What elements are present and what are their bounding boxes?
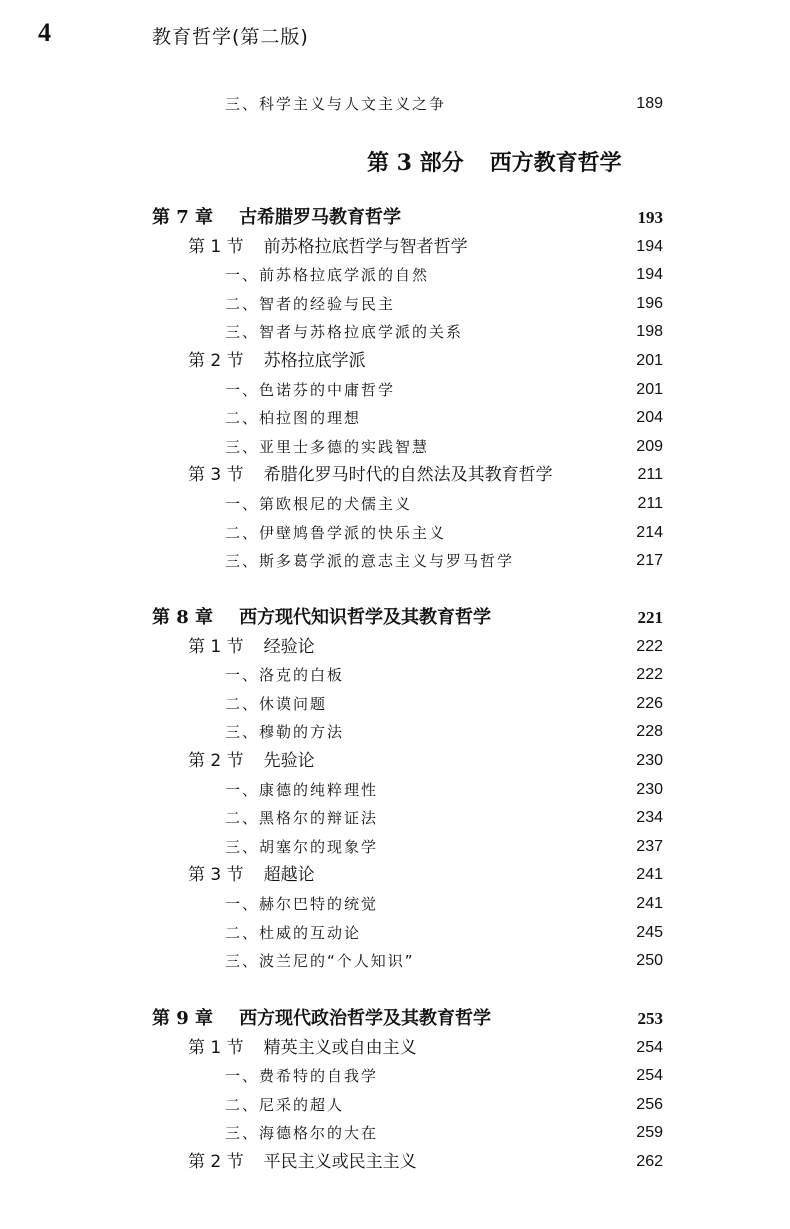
toc-item-page: 204	[636, 409, 663, 427]
toc-section-page: 211	[637, 466, 663, 484]
toc-item-text: 二、柏拉图的理想	[225, 409, 362, 428]
section-title: 精英主义或自由主义	[263, 1037, 417, 1058]
toc-item-page: 245	[636, 923, 663, 941]
toc-item-text: 一、康德的纯粹理性	[225, 780, 379, 799]
toc-section-page: 254	[636, 1038, 663, 1056]
toc-section[interactable]	[188, 748, 663, 774]
toc-section-page: 222	[636, 637, 663, 655]
toc-item[interactable]	[225, 377, 663, 403]
toc-item[interactable]	[225, 662, 663, 688]
section-number: 第 2 节	[188, 751, 244, 771]
toc-item-text: 三、海德格尔的大在	[225, 1124, 379, 1143]
toc-item-page: 250	[636, 952, 663, 970]
toc-chapter[interactable]	[152, 1006, 663, 1032]
toc-item[interactable]	[225, 319, 663, 345]
chapter-number: 第 7 章	[152, 207, 214, 228]
section-number: 第 1 节	[188, 236, 244, 257]
toc-section[interactable]	[188, 634, 663, 660]
toc-item-label	[225, 662, 344, 688]
toc-section[interactable]	[188, 234, 663, 260]
toc-section-label	[188, 748, 315, 774]
toc-item-text: 一、赫尔巴特的统觉	[225, 895, 379, 913]
toc-item[interactable]	[225, 520, 663, 546]
toc-item-page: 194	[636, 266, 663, 284]
toc-item[interactable]	[225, 405, 663, 431]
toc-item-text: 三、胡塞尔的现象学	[225, 837, 379, 856]
toc-item-text: 三、波兰尼的“个人知识”	[225, 952, 415, 971]
toc-item-text: 二、杜威的互动论	[225, 923, 362, 942]
toc-item[interactable]	[225, 805, 663, 831]
toc-item-page: 222	[636, 666, 663, 684]
toc-section-label	[188, 1035, 417, 1061]
toc-section[interactable]	[188, 1149, 663, 1175]
toc-item-text: 二、智者的经验与民主	[225, 294, 396, 313]
chapter-title: 西方现代政治哲学及其教育哲学	[239, 1008, 492, 1029]
toc-item-label	[225, 548, 514, 574]
toc-item[interactable]	[225, 548, 663, 574]
toc-item-label	[225, 719, 344, 745]
toc-section-label	[188, 862, 315, 888]
toc-item-label	[225, 1092, 344, 1118]
running-header-title: 教育哲学(第二版)	[152, 26, 309, 48]
toc-chapter[interactable]	[152, 605, 663, 631]
toc-item[interactable]	[225, 891, 663, 917]
section-title: 希腊化罗马时代的自然法及其教育哲学	[263, 465, 553, 486]
toc-item-label	[225, 491, 412, 517]
toc-section-page: 194	[636, 237, 663, 255]
chapter-title: 古希腊罗马教育哲学	[239, 207, 402, 228]
toc-item-text: 一、前苏格拉底学派的自然	[225, 266, 430, 285]
toc-item-label	[225, 891, 378, 917]
toc-section[interactable]	[188, 348, 663, 374]
toc-item-label	[225, 834, 378, 860]
toc-item-page: 228	[636, 723, 663, 741]
toc-item-page: 259	[636, 1124, 663, 1142]
section-number: 第 1 节	[188, 636, 244, 657]
toc-item-label	[225, 377, 395, 403]
toc-item-page: 237	[636, 837, 663, 855]
toc-section[interactable]	[188, 462, 663, 488]
part-number: 第 3 部分	[367, 150, 464, 176]
toc-item-label	[225, 91, 446, 117]
toc-item-page: 217	[636, 552, 663, 570]
section-number: 第 2 节	[188, 351, 244, 371]
toc-item[interactable]	[225, 291, 663, 317]
toc-item-text: 三、亚里士多德的实践智慧	[225, 437, 430, 456]
toc-item-page: 226	[636, 694, 663, 712]
toc-item[interactable]	[225, 491, 663, 517]
toc-item-page: 230	[636, 780, 663, 798]
toc-item-label	[225, 691, 327, 717]
toc-item[interactable]	[225, 777, 663, 803]
toc-section-label	[188, 634, 315, 660]
toc-item-page: 201	[636, 380, 663, 398]
toc-item-label	[225, 920, 361, 946]
toc-item-text: 一、费希特的自我学	[225, 1067, 379, 1086]
toc-item-page: 189	[636, 95, 663, 112]
toc-item-text: 三、斯多葛学派的意志主义与罗马哲学	[225, 552, 515, 571]
toc-item-label	[225, 319, 463, 345]
toc-chapter-page: 221	[637, 608, 663, 627]
toc-item-label	[225, 1063, 378, 1089]
section-title: 苏格拉底学派	[263, 351, 366, 371]
toc-section-page: 241	[636, 866, 663, 884]
toc-item-page: 214	[636, 523, 663, 541]
toc-chapter-label	[152, 1006, 491, 1032]
toc-item-text: 二、尼采的超人	[225, 1095, 345, 1114]
toc-chapter-label	[152, 205, 401, 231]
toc-item[interactable]	[225, 834, 663, 860]
toc-section-label	[188, 1149, 417, 1175]
chapter-number: 第 8 章	[152, 607, 214, 628]
chapter-number: 第 9 章	[152, 1008, 214, 1029]
toc-item-text: 一、第欧根尼的犬儒主义	[225, 495, 413, 513]
toc-item-label	[225, 948, 415, 974]
toc-item[interactable]	[225, 1092, 663, 1118]
chapter-title: 西方现代知识哲学及其教育哲学	[239, 607, 492, 628]
section-title: 前苏格拉底哲学与智者哲学	[263, 236, 468, 257]
section-title: 超越论	[263, 865, 315, 886]
toc-item-label	[225, 434, 429, 460]
toc-item-label	[225, 262, 429, 288]
toc-item-page: 241	[636, 895, 663, 912]
toc-item-text: 二、伊壁鸠鲁学派的快乐主义	[225, 523, 447, 542]
toc-item-text: 三、科学主义与人文主义之争	[225, 95, 447, 113]
toc-item-label	[225, 805, 378, 831]
toc-item-label	[225, 291, 395, 317]
toc-chapter-page: 253	[637, 1009, 663, 1028]
toc-item-page: 211	[637, 495, 663, 512]
section-number: 第 2 节	[188, 1152, 244, 1172]
toc-item[interactable]	[225, 948, 663, 974]
toc-item[interactable]	[225, 719, 663, 745]
toc-item[interactable]	[225, 262, 663, 288]
toc-item-text: 二、休谟问题	[225, 694, 328, 713]
toc-item[interactable]	[225, 91, 663, 117]
toc-item-label	[225, 1120, 378, 1146]
toc-item-text: 一、洛克的白板	[225, 666, 345, 685]
toc-section-label	[188, 348, 366, 374]
section-number: 第 3 节	[188, 865, 244, 886]
toc-item-label	[225, 520, 446, 546]
part-title: 西方教育哲学	[489, 150, 622, 176]
toc-item-label	[225, 405, 361, 431]
section-title: 平民主义或民主主义	[263, 1152, 417, 1172]
toc-item-label	[225, 777, 378, 803]
toc-section[interactable]	[188, 862, 663, 888]
toc-item-text: 三、智者与苏格拉底学派的关系	[225, 323, 464, 342]
toc-item[interactable]	[225, 920, 663, 946]
toc-item-page: 196	[636, 294, 663, 312]
toc-section-page: 201	[636, 352, 663, 369]
toc-chapter-page: 193	[637, 208, 663, 227]
toc-chapter-label	[152, 605, 491, 631]
section-number: 第 3 节	[188, 465, 244, 486]
toc-item[interactable]	[225, 1063, 663, 1089]
toc-item-page: 234	[636, 809, 663, 827]
page-number: 4	[38, 18, 51, 47]
toc-item-text: 三、穆勒的方法	[225, 723, 345, 742]
toc-item-page: 254	[636, 1067, 663, 1085]
toc-item[interactable]	[225, 434, 663, 460]
toc-item[interactable]	[225, 691, 663, 717]
toc-section[interactable]	[188, 1035, 663, 1061]
toc-chapter[interactable]	[152, 205, 663, 231]
toc-section-label	[188, 462, 553, 488]
toc-item-page: 256	[636, 1095, 663, 1113]
section-title: 先验论	[263, 751, 315, 771]
toc-item[interactable]	[225, 1120, 663, 1146]
part-heading	[367, 146, 622, 177]
toc-section-page: 262	[636, 1153, 663, 1170]
section-number: 第 1 节	[188, 1037, 244, 1058]
section-title: 经验论	[263, 636, 315, 657]
toc-item-text: 二、黑格尔的辩证法	[225, 809, 379, 828]
toc-section-page: 230	[636, 752, 663, 769]
toc-item-page: 209	[636, 437, 663, 455]
toc-item-page: 198	[636, 323, 663, 341]
toc-item-text: 一、色诺芬的中庸哲学	[225, 380, 396, 399]
toc-section-label	[188, 234, 468, 260]
